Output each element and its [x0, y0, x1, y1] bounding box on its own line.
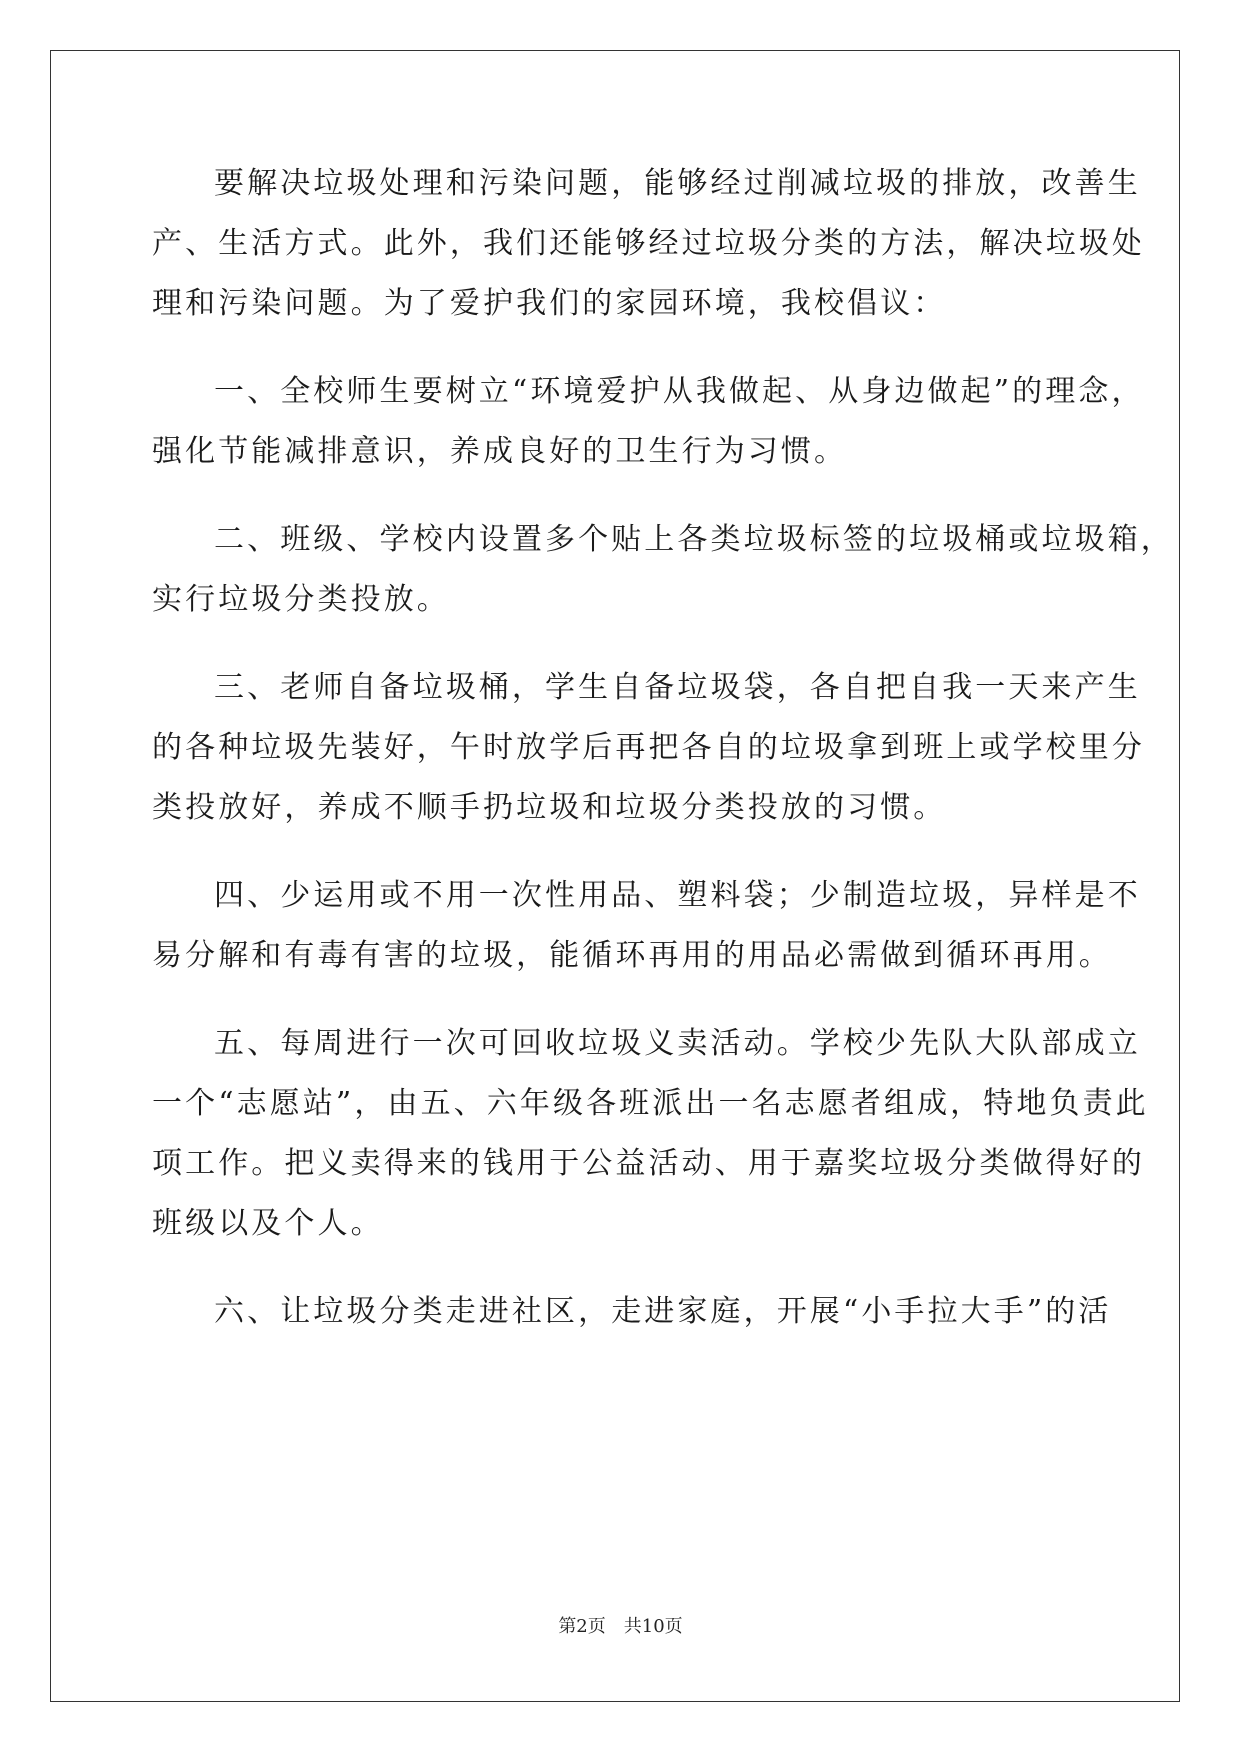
text-line: 强化节能减排意识，养成良好的卫生行为习惯。 [152, 434, 848, 469]
text-line: 实行垃圾分类投放。 [152, 582, 450, 617]
text-line: 要解决垃圾处理和污染问题，能够经过削减垃圾的排放，改善生 [214, 166, 1141, 201]
page-number: 第2页 共10页 [558, 1616, 683, 1637]
text-line: 班级以及个人。 [152, 1206, 384, 1241]
text-line: 三、老师自备垃圾桶，学生自备垃圾袋，各自把自我一天来产生 [214, 670, 1141, 705]
text-line: 易分解和有毒有害的垃圾，能循环再用的用品必需做到循环再用。 [152, 938, 1112, 973]
text-line: 的各种垃圾先装好，午时放学后再把各自的垃圾拿到班上或学校里分 [152, 730, 1145, 765]
text-line: 理和污染问题。为了爱护我们的家园环境，我校倡议： [152, 286, 947, 321]
text-line: 五、每周进行一次可回收垃圾义卖活动。学校少先队大队部成立 [214, 1026, 1141, 1061]
text-line: 类投放好，养成不顺手扔垃圾和垃圾分类投放的习惯。 [152, 790, 947, 825]
text-line: 产、生活方式。此外，我们还能够经过垃圾分类的方法，解决垃圾处 [152, 226, 1145, 261]
text-line: 一个“志愿站”，由五、六年级各班派出一名志愿者组成，特地负责此 [152, 1086, 1149, 1121]
text-line: 二、班级、学校内设置多个贴上各类垃圾标签的垃圾桶或垃圾箱， [214, 522, 1174, 557]
text-line: 一、全校师生要树立“环境爱护从我做起、从身边做起”的理念， [214, 374, 1145, 409]
text-line: 项工作。把义卖得来的钱用于公益活动、用于嘉奖垃圾分类做得好的 [152, 1146, 1145, 1181]
text-line: 四、少运用或不用一次性用品、塑料袋；少制造垃圾，异样是不 [214, 878, 1141, 913]
text-line: 六、让垃圾分类走进社区，走进家庭，开展“小手拉大手”的活 [214, 1294, 1112, 1329]
